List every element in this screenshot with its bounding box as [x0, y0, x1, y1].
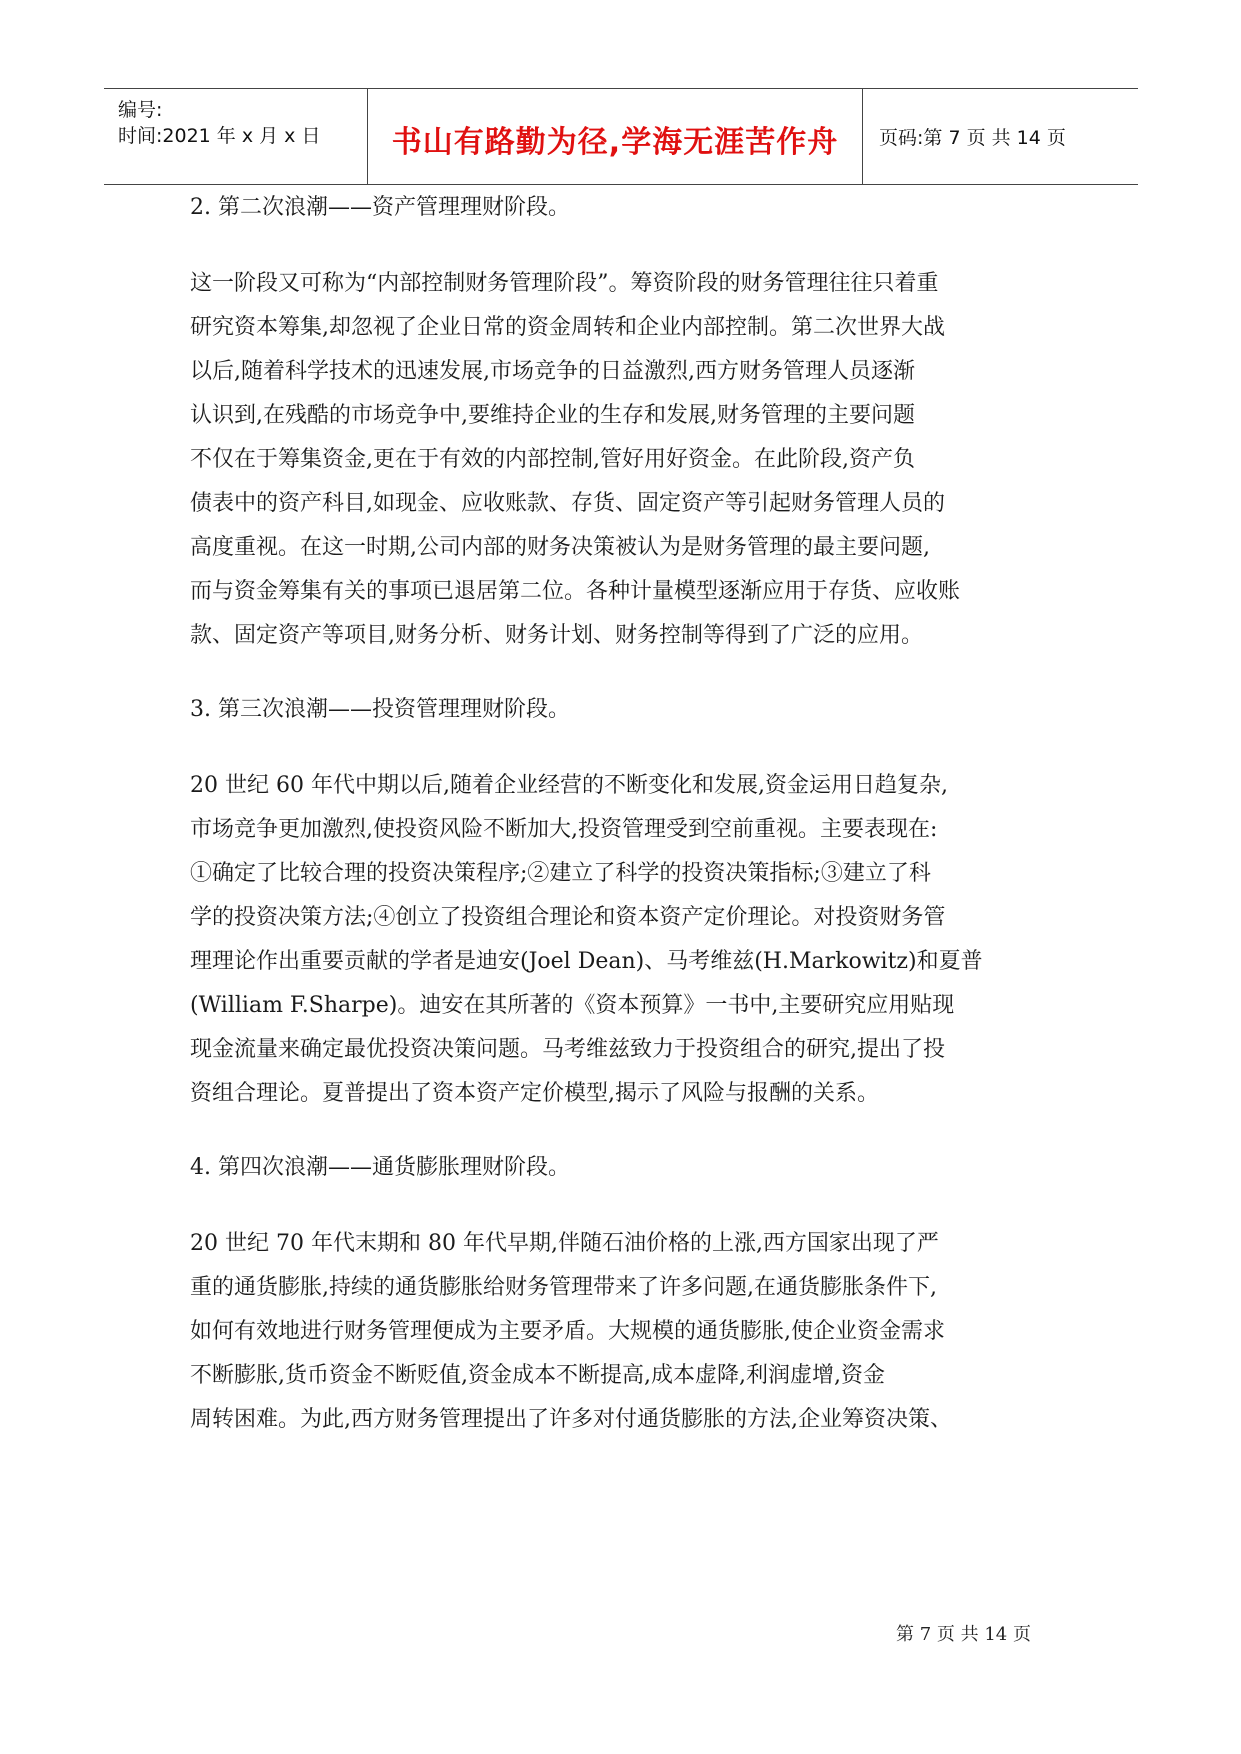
paragraph-line: 重的通货膨胀,持续的通货膨胀给财务管理带来了许多问题,在通货膨胀条件下, [190, 1275, 937, 1300]
paragraph-line: 现金流量来确定最优投资决策问题。马考维兹致力于投资组合的研究,提出了投 [190, 1037, 945, 1062]
paragraph-line: 周转困难。为此,西方财务管理提出了许多对付通货膨胀的方法,企业筹资决策、 [190, 1407, 952, 1432]
paragraph-line: 不仅在于筹集资金,更在于有效的内部控制,管好用好资金。在此阶段,资产负 [190, 447, 915, 472]
section-heading-4: 4. 第四次浪潮——通货膨胀理财阶段。 [190, 1155, 570, 1180]
paragraph-line: 认识到,在残酷的市场竞争中,要维持企业的生存和发展,财务管理的主要问题 [190, 403, 915, 428]
header-meta-cell [104, 89, 368, 184]
document-time-label: 时间:2021 年 x 月 x 日 [118, 125, 321, 147]
section-paragraph-4 [190, 1222, 1050, 1442]
paragraph-line: 款、固定资产等项目,财务分析、财务计划、财务控制等得到了广泛的应用。 [190, 623, 923, 648]
header-motto: 书山有路勤为径,学海无涯苦作舟 [391, 125, 839, 160]
paragraph-line: 如何有效地进行财务管理便成为主要矛盾。大规模的通货膨胀,使企业资金需求 [190, 1319, 945, 1344]
paragraph-line: 这一阶段又可称为“内部控制财务管理阶段”。筹资阶段的财务管理往往只着重 [190, 271, 939, 296]
paragraph-line: 市场竞争更加激烈,使投资风险不断加大,投资管理受到空前重视。主要表现在: [190, 817, 938, 842]
paragraph-line: 学的投资决策方法;④创立了投资组合理论和资本资产定价理论。对投资财务管 [190, 905, 946, 930]
document-body [190, 186, 1050, 1442]
header-motto-cell [368, 89, 863, 184]
paragraph-line: 理理论作出重要贡献的学者是迪安(Joel Dean)、马考维兹(H.Markowitz)和夏普 [190, 949, 983, 974]
paragraph-line: 不断膨胀,货币资金不断贬值,资金成本不断提高,成本虚降,利润虚增,资金 [190, 1363, 885, 1388]
paragraph-line: 研究资本筹集,却忽视了企业日常的资金周转和企业内部控制。第二次世界大战 [190, 315, 945, 340]
paragraph-line: (William F.Sharpe)。迪安在其所著的《资本预算》一书中,主要研究应用贴现 [190, 993, 955, 1018]
paragraph-line: 而与资金筹集有关的事项已退居第二位。各种计量模型逐渐应用于存货、应收账 [190, 579, 961, 604]
paragraph-line: 20 世纪 70 年代末期和 80 年代早期,伴随石油价格的上涨,西方国家出现了严 [190, 1231, 939, 1256]
page-footer: 第 7 页 共 14 页 [896, 1624, 1031, 1645]
paragraph-line: 资组合理论。夏普提出了资本资产定价模型,揭示了风险与报酬的关系。 [190, 1081, 879, 1106]
paragraph-line: 高度重视。在这一时期,公司内部的财务决策被认为是财务管理的最主要问题, [190, 535, 930, 560]
header-page-cell [863, 89, 1138, 184]
paragraph-line: 以后,随着科学技术的迅速发展,市场竞争的日益激烈,西方财务管理人员逐渐 [190, 359, 915, 384]
page-header [104, 88, 1138, 185]
paragraph-line: 债表中的资产科目,如现金、应收账款、存货、固定资产等引起财务管理人员的 [190, 491, 945, 516]
paragraph-line: ①确定了比较合理的投资决策程序;②建立了科学的投资决策指标;③建立了科 [190, 861, 931, 886]
paragraph-line: 20 世纪 60 年代中期以后,随着企业经营的不断变化和发展,资金运用日趋复杂, [190, 773, 948, 798]
section-paragraph-3 [190, 764, 1050, 1116]
section-heading-3: 3. 第三次浪潮——投资管理理财阶段。 [190, 697, 570, 722]
document-number-label: 编号: [118, 99, 163, 121]
section-heading-2: 2. 第二次浪潮——资产管理理财阶段。 [190, 195, 570, 220]
section-paragraph-2 [190, 262, 1050, 658]
header-page-number: 页码:第 7 页 共 14 页 [879, 127, 1066, 149]
